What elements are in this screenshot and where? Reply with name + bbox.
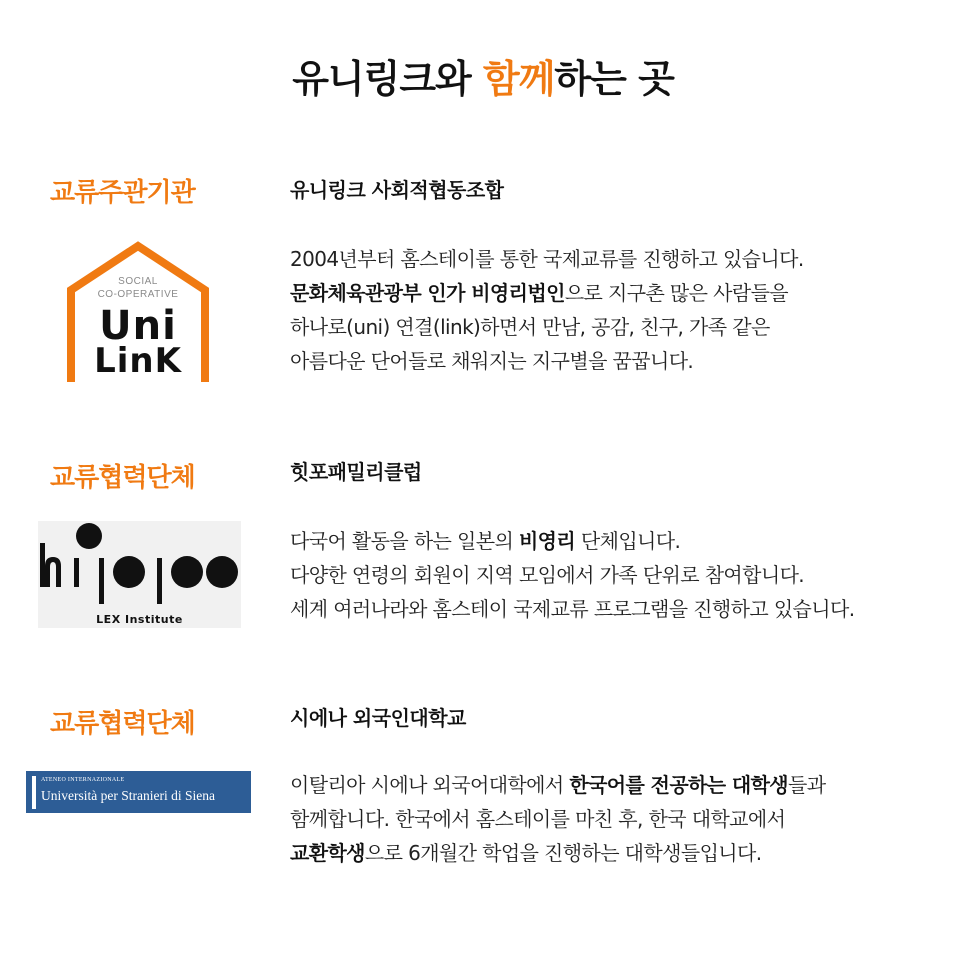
lex-institute-caption: LEX Institute [96,613,183,626]
description-line [290,344,804,378]
logo-link-text: LinK [94,341,182,381]
section-2-category: 교류협력단체 [50,463,195,493]
siena-logo-top-text: ATENEO INTERNAZIONALE [41,777,125,783]
description-line [290,310,804,344]
section-1-description [290,242,804,378]
siena-logo-bar-icon [32,776,36,809]
description-line [290,836,825,870]
bold-text: 한국어를 전공하는 대학생 [569,773,789,797]
description-line [290,768,825,802]
description-line [290,242,804,276]
section-3-description [290,768,825,870]
title-part2: 하는 곳 [554,57,674,101]
section-2-description [290,524,854,626]
text-run: 단체입니다. [575,529,681,553]
siena-university-logo [26,771,251,813]
logo-cooperative-text: CO-OPERATIVE [97,289,179,300]
logo-social-text: SOCIAL [118,276,158,287]
text-run: 으로 6개월간 학업을 진행하는 대학생들입니다. [364,841,762,865]
logo-uni-text: Uni [99,303,177,349]
description-line [290,592,854,626]
text-run: 들과 [788,773,826,797]
title-part1: 유니링크와 [292,57,483,101]
description-line [290,524,854,558]
description-line [290,802,825,836]
section-1-category: 교류주관기관 [50,178,195,208]
text-run: 으로 지구촌 많은 사람들을 [564,281,789,305]
section-3-org-name: 시에나 외국인대학교 [290,706,466,730]
unilink-house-logo [66,240,210,386]
page-title [0,48,966,103]
text-run: 세계 여러나라와 홈스테이 국제교류 프로그램을 진행하고 있습니다. [290,597,855,621]
text-run: 이탈리아 시에나 외국어대학에서 [290,773,570,797]
text-run: 함께합니다. 한국에서 홈스테이를 마친 후, 한국 대학교에서 [290,807,786,831]
section-2-org-name: 힛포패밀리클럽 [290,460,422,484]
text-run: 하나로(uni) 연결(link)하면서 만남, 공감, 친구, 가족 같은 [290,315,770,339]
hippo-wordmark-icon [38,521,241,613]
siena-logo-main-text: Università per Stranieri di Siena [41,788,215,803]
section-3-category: 교류협력단체 [50,709,195,739]
text-run: 아름다운 단어들로 채워지는 지구별을 꿈꿉니다. [290,349,694,373]
description-line [290,276,804,310]
bold-text: 문화체육관광부 인가 비영리법인 [290,281,565,305]
bold-text: 교환학생 [290,841,365,865]
title-accent: 함께 [483,57,555,101]
section-1-org-name: 유니링크 사회적협동조합 [290,178,504,202]
description-line [290,558,854,592]
text-run: 다국어 활동을 하는 일본의 [290,529,519,553]
text-run: 다양한 연령의 회원이 지역 모임에서 가족 단위로 참여합니다. [290,563,805,587]
bold-text: 비영리 [518,529,576,553]
text-run: 2004년부터 홈스테이를 통한 국제교류를 진행하고 있습니다. [290,247,804,271]
hippo-logo [38,521,241,628]
